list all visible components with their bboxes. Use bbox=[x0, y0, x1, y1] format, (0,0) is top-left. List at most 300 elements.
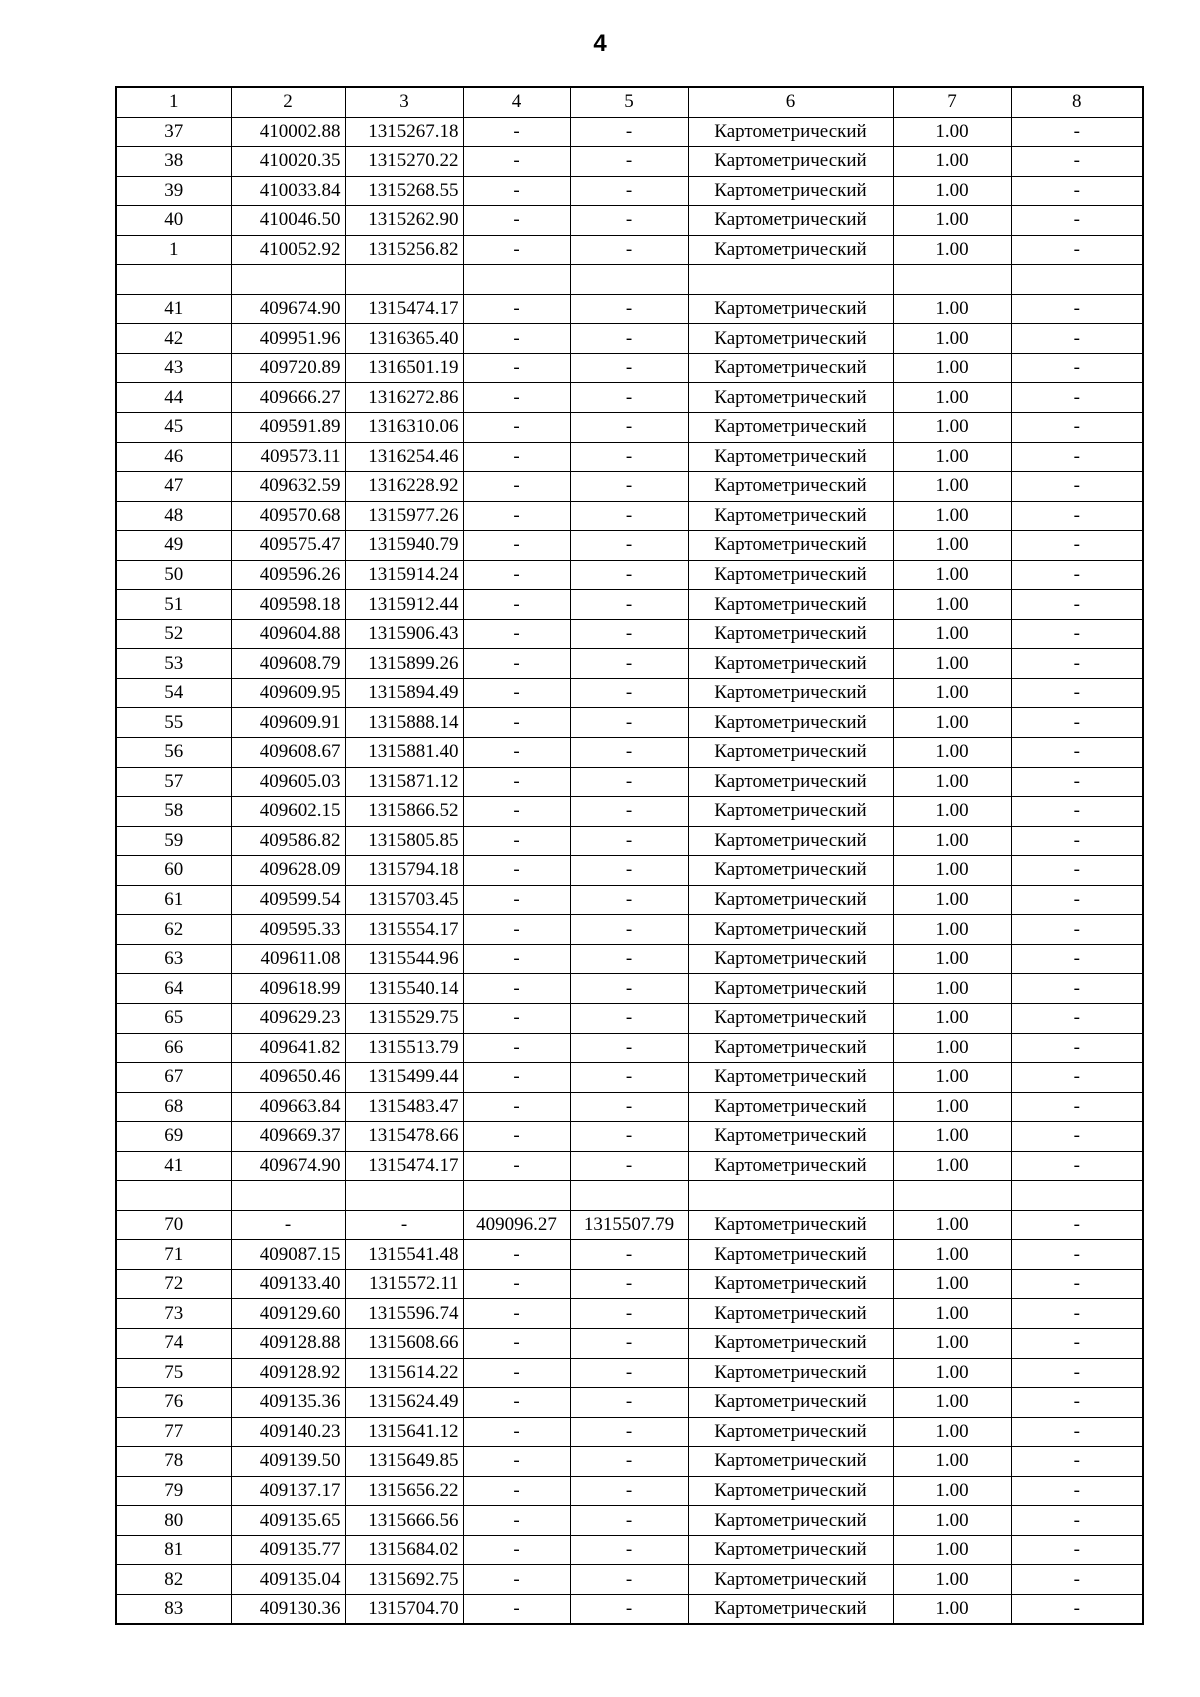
table-cell-col-4: - bbox=[463, 235, 570, 265]
table-cell-col-8: - bbox=[1011, 442, 1143, 472]
table-row bbox=[116, 856, 1143, 886]
table-cell-col-4: - bbox=[463, 974, 570, 1004]
table-cell-col-2: 409139.50 bbox=[231, 1447, 345, 1477]
table-cell-col-5: - bbox=[570, 1358, 688, 1388]
table-cell-col-6: Картометрический bbox=[688, 1476, 893, 1506]
table-cell-col-3: 1315624.49 bbox=[345, 1388, 463, 1418]
table-cell-col-2: 409087.15 bbox=[231, 1240, 345, 1270]
table-cell-col-1: 81 bbox=[116, 1535, 231, 1565]
table-cell-col-5: - bbox=[570, 1003, 688, 1033]
table-cell-col-2: 409599.54 bbox=[231, 885, 345, 915]
table-cell-col-7: 1.00 bbox=[893, 649, 1011, 679]
table-cell-col-5: - bbox=[570, 1151, 688, 1181]
table-cell-col-5: - bbox=[570, 915, 688, 945]
table-cell-col-4: - bbox=[463, 1417, 570, 1447]
table-cell-col-6: Картометрический bbox=[688, 442, 893, 472]
table-cell-col-4: - bbox=[463, 1358, 570, 1388]
table-cell-col-7 bbox=[893, 1181, 1011, 1211]
table-cell-col-2: 409666.27 bbox=[231, 383, 345, 413]
table-row bbox=[116, 738, 1143, 768]
table-cell-col-7: 1.00 bbox=[893, 708, 1011, 738]
table-row bbox=[116, 1003, 1143, 1033]
table-cell-col-6: Картометрический bbox=[688, 649, 893, 679]
table-cell-col-6: Картометрический bbox=[688, 413, 893, 443]
table-cell-col-5: - bbox=[570, 1535, 688, 1565]
table-cell-col-8: - bbox=[1011, 1003, 1143, 1033]
table-cell-col-7: 1.00 bbox=[893, 915, 1011, 945]
table-cell-col-1: 65 bbox=[116, 1003, 231, 1033]
table-cell-col-7: 1.00 bbox=[893, 678, 1011, 708]
table-cell-col-5: - bbox=[570, 383, 688, 413]
table-cell-col-2: 409130.36 bbox=[231, 1594, 345, 1624]
table-cell-col-4: - bbox=[463, 560, 570, 590]
table-cell-col-8: - bbox=[1011, 1328, 1143, 1358]
table-cell-col-4: - bbox=[463, 915, 570, 945]
table-cell-col-3: 1315977.26 bbox=[345, 501, 463, 531]
table-cell-col-2: 409137.17 bbox=[231, 1476, 345, 1506]
column-header-3: 3 bbox=[345, 87, 463, 117]
table-cell-col-1: 71 bbox=[116, 1240, 231, 1270]
table-cell-col-8: - bbox=[1011, 1358, 1143, 1388]
table-cell-col-2: 409720.89 bbox=[231, 353, 345, 383]
table-cell-col-2: 410002.88 bbox=[231, 117, 345, 147]
table-cell-col-8: - bbox=[1011, 206, 1143, 236]
table-cell-col-7: 1.00 bbox=[893, 1063, 1011, 1093]
table-cell-col-5: - bbox=[570, 472, 688, 502]
table-row bbox=[116, 1122, 1143, 1152]
table-cell-col-5: - bbox=[570, 1033, 688, 1063]
table-cell-col-7: 1.00 bbox=[893, 442, 1011, 472]
table-cell-col-5: - bbox=[570, 1122, 688, 1152]
table-row bbox=[116, 826, 1143, 856]
table-cell-col-3: 1315912.44 bbox=[345, 590, 463, 620]
table-cell-col-6: Картометрический bbox=[688, 1151, 893, 1181]
table-cell-col-8: - bbox=[1011, 1506, 1143, 1536]
table-cell-col-2: 409608.79 bbox=[231, 649, 345, 679]
table-cell-col-4: - bbox=[463, 1033, 570, 1063]
table-row bbox=[116, 531, 1143, 561]
table-cell-col-4: - bbox=[463, 649, 570, 679]
table-cell-col-6: Картометрический bbox=[688, 472, 893, 502]
table-cell-col-4: - bbox=[463, 1269, 570, 1299]
table-cell-col-8: - bbox=[1011, 353, 1143, 383]
header-row bbox=[116, 87, 1143, 117]
table-cell-col-2: 409628.09 bbox=[231, 856, 345, 886]
table-cell-col-2: 409140.23 bbox=[231, 1417, 345, 1447]
table-cell-col-4: - bbox=[463, 383, 570, 413]
table-cell-col-3: 1315474.17 bbox=[345, 1151, 463, 1181]
table-cell-col-3: 1315914.24 bbox=[345, 560, 463, 590]
table-cell-col-7: 1.00 bbox=[893, 147, 1011, 177]
table-cell-col-4: - bbox=[463, 619, 570, 649]
table-cell-col-8: - bbox=[1011, 1447, 1143, 1477]
table-cell-col-7: 1.00 bbox=[893, 1594, 1011, 1624]
table-cell-col-2: 409609.91 bbox=[231, 708, 345, 738]
table-cell-col-6: Картометрический bbox=[688, 738, 893, 768]
table-row bbox=[116, 1388, 1143, 1418]
table-cell-col-4: - bbox=[463, 1476, 570, 1506]
table-cell-col-3 bbox=[345, 1181, 463, 1211]
table-row bbox=[116, 678, 1143, 708]
table-cell-col-3: 1315684.02 bbox=[345, 1535, 463, 1565]
table-cell-col-4: - bbox=[463, 324, 570, 354]
table-cell-col-6: Картометрический bbox=[688, 117, 893, 147]
table-row bbox=[116, 649, 1143, 679]
table-cell-col-3: 1315262.90 bbox=[345, 206, 463, 236]
table-cell-col-7: 1.00 bbox=[893, 1506, 1011, 1536]
table-row bbox=[116, 235, 1143, 265]
table-cell-col-8: - bbox=[1011, 1476, 1143, 1506]
table-cell-col-7: 1.00 bbox=[893, 472, 1011, 502]
table-row bbox=[116, 147, 1143, 177]
table-cell-col-5: - bbox=[570, 885, 688, 915]
table-cell-col-2: 410033.84 bbox=[231, 176, 345, 206]
table-cell-col-2: 409573.11 bbox=[231, 442, 345, 472]
table-cell-col-4: - bbox=[463, 472, 570, 502]
table-cell-col-2: 409598.18 bbox=[231, 590, 345, 620]
table-cell-col-8: - bbox=[1011, 147, 1143, 177]
table-cell-col-1: 46 bbox=[116, 442, 231, 472]
table-cell-col-6: Картометрический bbox=[688, 1092, 893, 1122]
table-cell-col-8: - bbox=[1011, 560, 1143, 590]
table-cell-col-7: 1.00 bbox=[893, 413, 1011, 443]
table-cell-col-6: Картометрический bbox=[688, 826, 893, 856]
table-cell-col-1: 82 bbox=[116, 1565, 231, 1595]
table-row bbox=[116, 1063, 1143, 1093]
table-cell-col-3: 1315692.75 bbox=[345, 1565, 463, 1595]
table-cell-col-2: 409618.99 bbox=[231, 974, 345, 1004]
table-cell-col-4: - bbox=[463, 294, 570, 324]
table-cell-col-2: 409629.23 bbox=[231, 1003, 345, 1033]
table-cell-col-7: 1.00 bbox=[893, 324, 1011, 354]
table-cell-col-6: Картометрический bbox=[688, 235, 893, 265]
table-cell-col-5: - bbox=[570, 117, 688, 147]
table-cell-col-5: - bbox=[570, 1092, 688, 1122]
table-cell-col-6: Картометрический bbox=[688, 1506, 893, 1536]
table-cell-col-5: - bbox=[570, 738, 688, 768]
table-cell-col-2: 409135.36 bbox=[231, 1388, 345, 1418]
table-cell-col-3: 1315256.82 bbox=[345, 235, 463, 265]
table-cell-col-6: Картометрический bbox=[688, 531, 893, 561]
table-cell-col-7: 1.00 bbox=[893, 353, 1011, 383]
table-row bbox=[116, 560, 1143, 590]
table-cell-col-6: Картометрический bbox=[688, 1328, 893, 1358]
table-row bbox=[116, 265, 1143, 295]
table-cell-col-2: 409605.03 bbox=[231, 767, 345, 797]
table-cell-col-2: 409641.82 bbox=[231, 1033, 345, 1063]
table-cell-col-8: - bbox=[1011, 1299, 1143, 1329]
table-cell-col-1: 42 bbox=[116, 324, 231, 354]
table-cell-col-6: Картометрический bbox=[688, 915, 893, 945]
table-cell-col-8: - bbox=[1011, 1092, 1143, 1122]
table-cell-col-6: Картометрический bbox=[688, 1240, 893, 1270]
table-cell-col-4: - bbox=[463, 678, 570, 708]
table-cell-col-7: 1.00 bbox=[893, 619, 1011, 649]
table-cell-col-1: 58 bbox=[116, 797, 231, 827]
table-cell-col-1: 54 bbox=[116, 678, 231, 708]
table-row bbox=[116, 1269, 1143, 1299]
table-cell-col-6: Картометрический bbox=[688, 147, 893, 177]
table-row bbox=[116, 1151, 1143, 1181]
table-cell-col-4: - bbox=[463, 1151, 570, 1181]
table-cell-col-3: 1315529.75 bbox=[345, 1003, 463, 1033]
table-cell-col-3: 1315866.52 bbox=[345, 797, 463, 827]
table-row bbox=[116, 353, 1143, 383]
table-cell-col-3: 1315572.11 bbox=[345, 1269, 463, 1299]
table-cell-col-5: - bbox=[570, 324, 688, 354]
table-cell-col-1: 47 bbox=[116, 472, 231, 502]
table-cell-col-8 bbox=[1011, 265, 1143, 295]
table-cell-col-3: 1315805.85 bbox=[345, 826, 463, 856]
table-cell-col-2: 409586.82 bbox=[231, 826, 345, 856]
table-row bbox=[116, 1328, 1143, 1358]
table-cell-col-1: 48 bbox=[116, 501, 231, 531]
table-cell-col-1: 69 bbox=[116, 1122, 231, 1152]
table-cell-col-3: 1315544.96 bbox=[345, 944, 463, 974]
table-cell-col-8: - bbox=[1011, 1388, 1143, 1418]
table-row bbox=[116, 708, 1143, 738]
table-cell-col-8: - bbox=[1011, 1240, 1143, 1270]
table-cell-col-6 bbox=[688, 1181, 893, 1211]
table-cell-col-4: - bbox=[463, 1092, 570, 1122]
table-cell-col-5: - bbox=[570, 1565, 688, 1595]
table-cell-col-2: 409135.04 bbox=[231, 1565, 345, 1595]
table-cell-col-4: 409096.27 bbox=[463, 1210, 570, 1240]
table-row bbox=[116, 1506, 1143, 1536]
table-cell-col-5: - bbox=[570, 826, 688, 856]
table-cell-col-1: 44 bbox=[116, 383, 231, 413]
table-row bbox=[116, 324, 1143, 354]
table-cell-col-7: 1.00 bbox=[893, 206, 1011, 236]
table-cell-col-8: - bbox=[1011, 501, 1143, 531]
table-cell-col-1: 64 bbox=[116, 974, 231, 1004]
table-row bbox=[116, 1299, 1143, 1329]
table-cell-col-6: Картометрический bbox=[688, 619, 893, 649]
table-cell-col-7: 1.00 bbox=[893, 383, 1011, 413]
table-cell-col-1: 76 bbox=[116, 1388, 231, 1418]
table-cell-col-8 bbox=[1011, 1181, 1143, 1211]
table-cell-col-4: - bbox=[463, 442, 570, 472]
table-cell-col-8: - bbox=[1011, 1122, 1143, 1152]
table-cell-col-5: - bbox=[570, 176, 688, 206]
table-cell-col-3: 1315268.55 bbox=[345, 176, 463, 206]
table-row bbox=[116, 944, 1143, 974]
column-header-6: 6 bbox=[688, 87, 893, 117]
table-cell-col-4: - bbox=[463, 531, 570, 561]
table-cell-col-3: 1315649.85 bbox=[345, 1447, 463, 1477]
table-cell-col-4: - bbox=[463, 1388, 570, 1418]
table-cell-col-7: 1.00 bbox=[893, 1388, 1011, 1418]
table-cell-col-8: - bbox=[1011, 1417, 1143, 1447]
table-cell-col-4: - bbox=[463, 1565, 570, 1595]
table-cell-col-7: 1.00 bbox=[893, 235, 1011, 265]
table-cell-col-7: 1.00 bbox=[893, 1092, 1011, 1122]
table-cell-col-8: - bbox=[1011, 915, 1143, 945]
table-cell-col-5: - bbox=[570, 353, 688, 383]
table-cell-col-4: - bbox=[463, 738, 570, 768]
table-cell-col-8: - bbox=[1011, 974, 1143, 1004]
table-cell-col-4 bbox=[463, 1181, 570, 1211]
table-cell-col-8: - bbox=[1011, 1063, 1143, 1093]
table-cell-col-4: - bbox=[463, 885, 570, 915]
table-cell-col-8: - bbox=[1011, 1535, 1143, 1565]
column-header-7: 7 bbox=[893, 87, 1011, 117]
table-cell-col-7: 1.00 bbox=[893, 176, 1011, 206]
table-cell-col-3: 1316272.86 bbox=[345, 383, 463, 413]
table-row bbox=[116, 974, 1143, 1004]
table-cell-col-2: 410020.35 bbox=[231, 147, 345, 177]
table-cell-col-1: 40 bbox=[116, 206, 231, 236]
table-row bbox=[116, 117, 1143, 147]
table-cell-col-5: - bbox=[570, 944, 688, 974]
table-cell-col-7 bbox=[893, 265, 1011, 295]
table-cell-col-7: 1.00 bbox=[893, 1328, 1011, 1358]
table-cell-col-2: 409596.26 bbox=[231, 560, 345, 590]
table-cell-col-3: 1316254.46 bbox=[345, 442, 463, 472]
table-cell-col-1: 63 bbox=[116, 944, 231, 974]
table-cell-col-3: 1315899.26 bbox=[345, 649, 463, 679]
table-cell-col-5: - bbox=[570, 560, 688, 590]
table-cell-col-8: - bbox=[1011, 1151, 1143, 1181]
table-cell-col-5: - bbox=[570, 1447, 688, 1477]
table-cell-col-6: Картометрический bbox=[688, 885, 893, 915]
table-cell-col-6: Картометрический bbox=[688, 1358, 893, 1388]
table-cell-col-8: - bbox=[1011, 324, 1143, 354]
table-cell-col-8: - bbox=[1011, 767, 1143, 797]
table-cell-col-1: 78 bbox=[116, 1447, 231, 1477]
table-cell-col-6: Картометрический bbox=[688, 353, 893, 383]
table-cell-col-6: Картометрический bbox=[688, 1122, 893, 1152]
table-cell-col-4: - bbox=[463, 590, 570, 620]
table-row bbox=[116, 915, 1143, 945]
table-cell-col-2: 409669.37 bbox=[231, 1122, 345, 1152]
table-cell-col-6: Картометрический bbox=[688, 501, 893, 531]
table-cell-col-6: Картометрический bbox=[688, 590, 893, 620]
table-cell-col-6: Картометрический bbox=[688, 708, 893, 738]
table-cell-col-7: 1.00 bbox=[893, 826, 1011, 856]
table-cell-col-2: 409663.84 bbox=[231, 1092, 345, 1122]
table-cell-col-8: - bbox=[1011, 1269, 1143, 1299]
table-cell-col-1: 83 bbox=[116, 1594, 231, 1624]
table-cell-col-4: - bbox=[463, 176, 570, 206]
table-cell-col-2: 409575.47 bbox=[231, 531, 345, 561]
table-cell-col-3: 1316310.06 bbox=[345, 413, 463, 443]
table-cell-col-2: 409135.77 bbox=[231, 1535, 345, 1565]
table-cell-col-1: 50 bbox=[116, 560, 231, 590]
table-cell-col-1: 75 bbox=[116, 1358, 231, 1388]
table-cell-col-1: 59 bbox=[116, 826, 231, 856]
table-row bbox=[116, 1092, 1143, 1122]
table-cell-col-7: 1.00 bbox=[893, 1151, 1011, 1181]
table-cell-col-8: - bbox=[1011, 738, 1143, 768]
table-cell-col-2: 410052.92 bbox=[231, 235, 345, 265]
table-cell-col-1: 39 bbox=[116, 176, 231, 206]
table-cell-col-1: 43 bbox=[116, 353, 231, 383]
column-header-2: 2 bbox=[231, 87, 345, 117]
table-cell-col-8: - bbox=[1011, 826, 1143, 856]
table-cell-col-6: Картометрический bbox=[688, 678, 893, 708]
table-cell-col-3: 1315906.43 bbox=[345, 619, 463, 649]
table-cell-col-8: - bbox=[1011, 413, 1143, 443]
table-cell-col-3: 1315483.47 bbox=[345, 1092, 463, 1122]
table-cell-col-1: 51 bbox=[116, 590, 231, 620]
table-row bbox=[116, 590, 1143, 620]
table-cell-col-8: - bbox=[1011, 708, 1143, 738]
table-row bbox=[116, 1594, 1143, 1624]
table-cell-col-1: 37 bbox=[116, 117, 231, 147]
table-cell-col-7: 1.00 bbox=[893, 1447, 1011, 1477]
table-cell-col-4: - bbox=[463, 708, 570, 738]
table-cell-col-2: 409591.89 bbox=[231, 413, 345, 443]
table-cell-col-1: 61 bbox=[116, 885, 231, 915]
table-cell-col-4: - bbox=[463, 1122, 570, 1152]
table-cell-col-7: 1.00 bbox=[893, 1535, 1011, 1565]
table-cell-col-2: 409604.88 bbox=[231, 619, 345, 649]
table-cell-col-2: 409674.90 bbox=[231, 1151, 345, 1181]
table-cell-col-7: 1.00 bbox=[893, 797, 1011, 827]
table-cell-col-2 bbox=[231, 1181, 345, 1211]
table-cell-col-6: Картометрический bbox=[688, 1003, 893, 1033]
table-row bbox=[116, 1447, 1143, 1477]
table-cell-col-1: 67 bbox=[116, 1063, 231, 1093]
table-cell-col-8: - bbox=[1011, 383, 1143, 413]
table-cell-col-4: - bbox=[463, 944, 570, 974]
table-cell-col-7: 1.00 bbox=[893, 1358, 1011, 1388]
table-row bbox=[116, 1210, 1143, 1240]
table-cell-col-6: Картометрический bbox=[688, 324, 893, 354]
table-cell-col-3: 1315270.22 bbox=[345, 147, 463, 177]
table-cell-col-6: Картометрический bbox=[688, 1269, 893, 1299]
table-cell-col-7: 1.00 bbox=[893, 1033, 1011, 1063]
table-cell-col-2 bbox=[231, 265, 345, 295]
table-cell-col-5: - bbox=[570, 147, 688, 177]
table-cell-col-2: 409135.65 bbox=[231, 1506, 345, 1536]
table-cell-col-2: 409129.60 bbox=[231, 1299, 345, 1329]
table-cell-col-2: 409632.59 bbox=[231, 472, 345, 502]
table-cell-col-4: - bbox=[463, 1003, 570, 1033]
table-cell-col-5: - bbox=[570, 1328, 688, 1358]
table-cell-col-3 bbox=[345, 265, 463, 295]
table-row bbox=[116, 885, 1143, 915]
table-cell-col-8: - bbox=[1011, 1210, 1143, 1240]
table-cell-col-7: 1.00 bbox=[893, 1565, 1011, 1595]
table-cell-col-2: 409608.67 bbox=[231, 738, 345, 768]
table-cell-col-5: - bbox=[570, 619, 688, 649]
table-cell-col-2: 409595.33 bbox=[231, 915, 345, 945]
table-cell-col-2: 409650.46 bbox=[231, 1063, 345, 1093]
table-cell-col-6 bbox=[688, 265, 893, 295]
table-cell-col-1: 55 bbox=[116, 708, 231, 738]
table-cell-col-4: - bbox=[463, 1328, 570, 1358]
column-header-4: 4 bbox=[463, 87, 570, 117]
table-cell-col-6: Картометрический bbox=[688, 1565, 893, 1595]
table-cell-col-3: 1315656.22 bbox=[345, 1476, 463, 1506]
table-cell-col-5 bbox=[570, 265, 688, 295]
table-cell-col-8: - bbox=[1011, 649, 1143, 679]
table-cell-col-6: Картометрический bbox=[688, 1447, 893, 1477]
table-cell-col-6: Картометрический bbox=[688, 944, 893, 974]
table-cell-col-4: - bbox=[463, 501, 570, 531]
table-cell-col-5: - bbox=[570, 1506, 688, 1536]
table-cell-col-8: - bbox=[1011, 590, 1143, 620]
table-row bbox=[116, 294, 1143, 324]
table-cell-col-3: 1315888.14 bbox=[345, 708, 463, 738]
table-row bbox=[116, 797, 1143, 827]
table-cell-col-1: 62 bbox=[116, 915, 231, 945]
table-row bbox=[116, 442, 1143, 472]
table-cell-col-4: - bbox=[463, 1299, 570, 1329]
table-cell-col-1: 1 bbox=[116, 235, 231, 265]
